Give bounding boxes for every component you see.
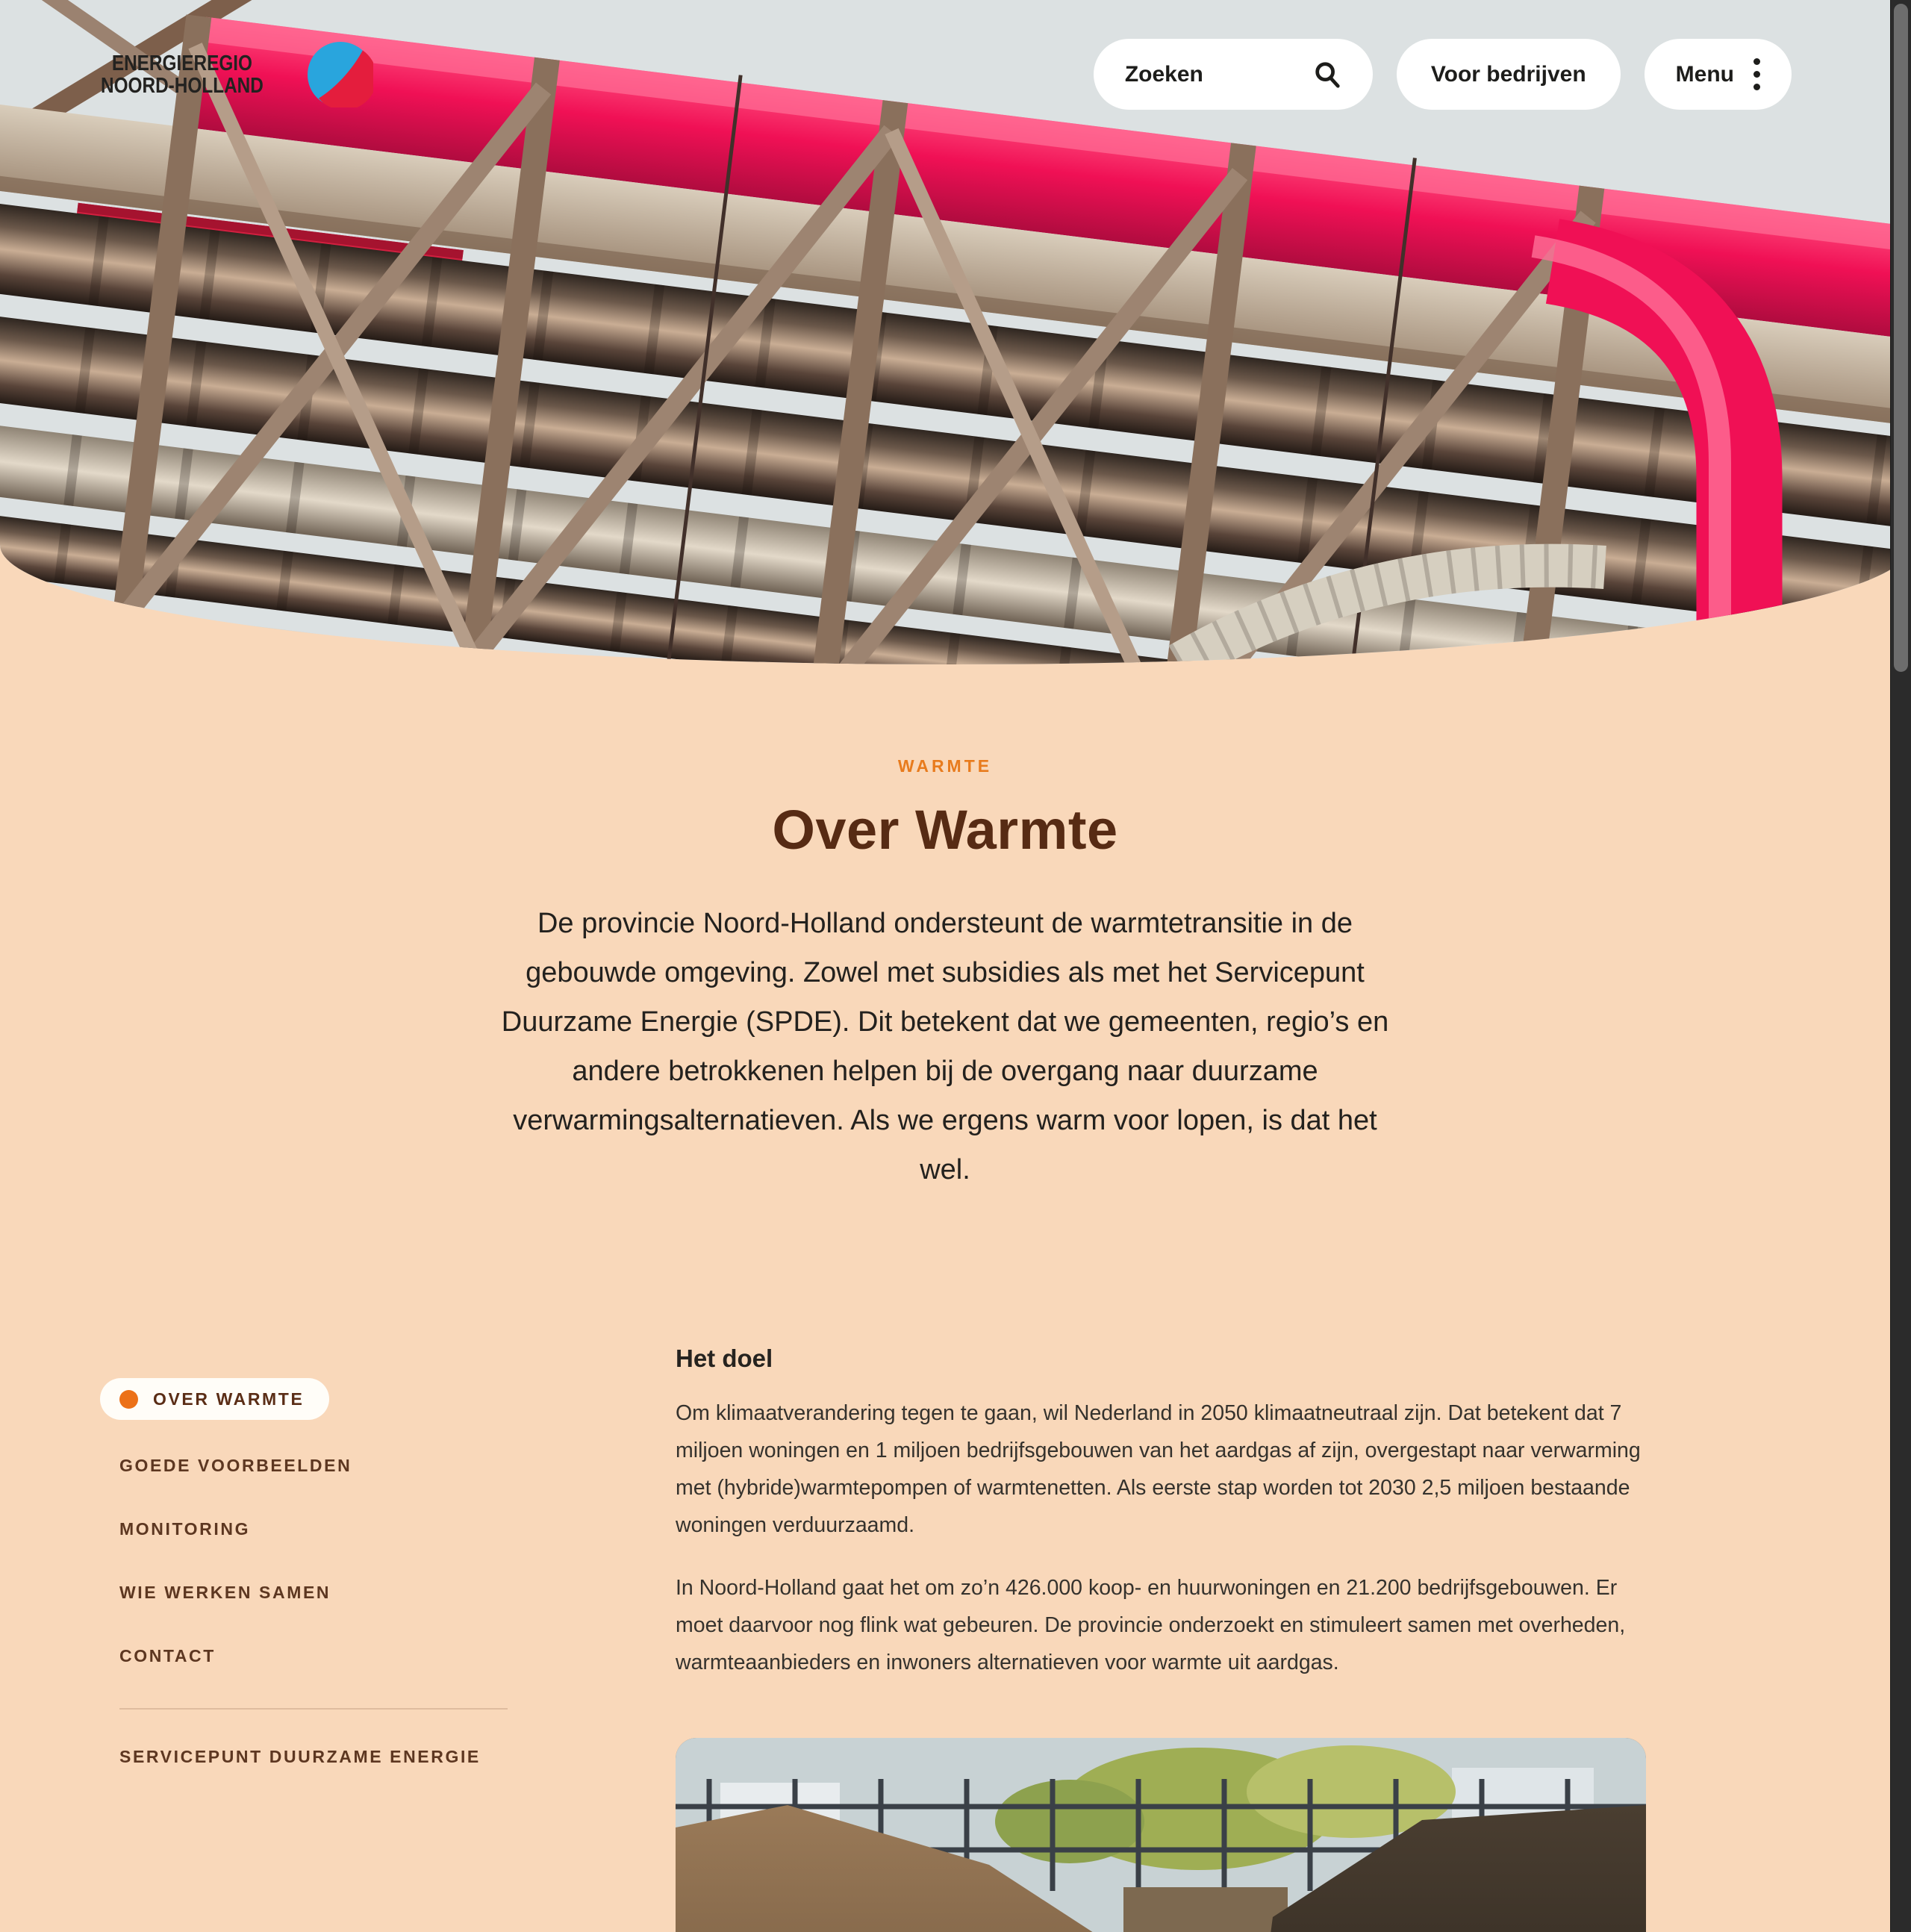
article [676,1344,1646,1932]
site-logo[interactable] [101,42,373,107]
sidebar-item-wie-werken-samen[interactable]: WIE WERKEN SAMEN [119,1583,331,1602]
sidebar-item-over-warmte[interactable] [100,1378,329,1420]
sidebar-item-servicepunt[interactable]: SERVICEPUNT DUURZAME ENERGIE [119,1747,481,1766]
content-section [0,1344,1911,1932]
scrollbar-thumb[interactable] [1894,4,1908,672]
page-head [482,755,1408,1194]
sidebar-item-goede-voorbeelden[interactable]: GOEDE VOORBEELDEN [119,1456,352,1475]
article-heading: Het doel [676,1344,773,1372]
header-actions [1094,39,1792,110]
trench-photo [676,1738,1646,1932]
logo-line-2: NOORD-HOLLAND [101,74,264,98]
search-button-label: Zoeken [1124,61,1203,87]
sidebar-divider [119,1708,508,1710]
search-icon [1313,60,1341,89]
search-button[interactable] [1094,39,1373,110]
scrollbar[interactable] [1890,0,1911,1932]
menu-button-label: Menu [1675,61,1734,87]
trench-photo-art [676,1738,1646,1932]
kebab-menu-icon [1753,58,1760,90]
logo-wordmark [101,52,264,97]
page-title: Over Warmte [772,799,1118,861]
logo-mark-icon [308,42,373,107]
article-paragraph-2: In Noord-Holland gaat het om zo’n 426.000 koop- en huurwoningen en 21.200 bedrijfsgebouwen. Er moet daarvoor nog flink wat gebeuren. De provincie onderzoekt en stimuleert samen met overheden, warmteaanbieders en inwoners alternatieven voor warmte uit aardgas. [676,1576,1626,1674]
intro-paragraph: De provincie Noord-Holland ondersteunt de warmtetransitie in de gebouwde omgeving. Zowel met subsidies als met het Servicepunt Duurzame Energie (SPDE). Dit betekent dat we gemeenten, regio’s en andere betrokkenen helpen bij de overgang naar duurzame verwarmingsalternatieven. Als we ergens warm voor lopen, is dat het wel. [501,908,1389,1185]
sidebar-item-contact[interactable]: CONTACT [119,1646,216,1665]
article-paragraph-1: Om klimaatverandering tegen te gaan, wil Nederland in 2050 klimaatneutraal zijn. Dat betekent dat 7 miljoen woningen en 1 miljoen bedrijfsgebouwen van het aardgas af zijn, overgestapt naar verwarming met (hybride)warmtepompen of warmtenetten. Als eerste stap worden tot 2030 2,5 miljoen bestaande woningen verduurzaamd. [676,1401,1641,1537]
site-header [101,39,1792,110]
sidebar-item-monitoring[interactable]: MONITORING [119,1519,251,1539]
menu-button[interactable] [1645,39,1792,110]
sidebar-nav [119,1344,676,1932]
category-eyebrow: WARMTE [897,756,993,776]
orange-dot [119,1390,138,1409]
logo-line-1: ENERGIEREGIO [111,52,253,75]
voor-bedrijven-label: Voor bedrijven [1430,61,1586,87]
voor-bedrijven-button[interactable] [1397,39,1621,110]
sidebar-item-label: OVER WARMTE [153,1389,305,1409]
